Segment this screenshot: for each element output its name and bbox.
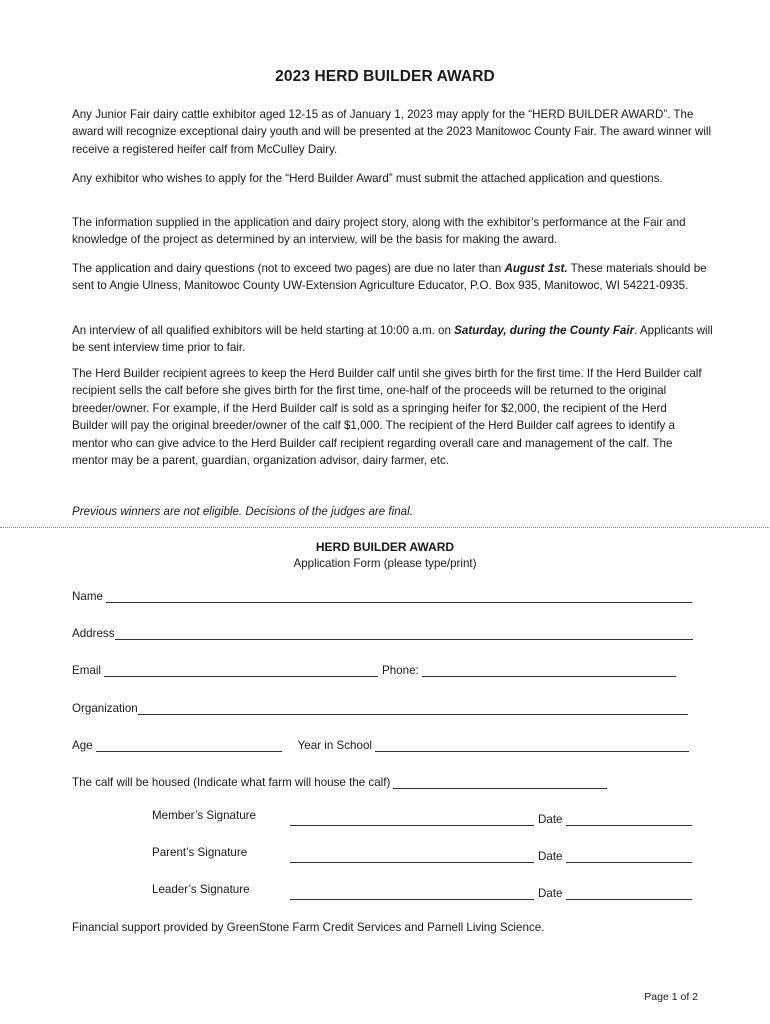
section-divider: [0, 527, 770, 528]
name-field[interactable]: [106, 589, 692, 603]
age-year-row: [72, 734, 689, 752]
organization-row: [72, 697, 688, 715]
leader-date-field[interactable]: [566, 886, 692, 900]
parent-date-field[interactable]: [566, 849, 692, 863]
parent-signature-field[interactable]: [290, 849, 534, 863]
age-label: Age: [72, 739, 93, 752]
email-field[interactable]: [104, 663, 378, 677]
name-label: Name: [72, 590, 103, 603]
interview-day: Saturday, during the County Fair: [454, 324, 635, 337]
recipient-terms-paragraph: The Herd Builder recipient agrees to keep the Herd Builder calf until she gives birth for the first time. If the Herd Builder calf recipient sells the calf before she gives birth for the first time, one-half of the proceeds will be returned to the original breeder/owner. For example, if the Herd Builder calf is sold as a springing heifer for $2,000, the recipient of the Herd Builder will pay the original breeder/owner of the calf $1,000. The recipient of the Herd Builder calf agrees to identify a mentor who can give advice to the Herd Builder calf recipient regarding overall care and management of the calf. The mentor may be a parent, guardian, organization advisor, dairy farmer, etc.: [72, 367, 702, 468]
organization-field[interactable]: [138, 701, 688, 715]
intro-paragraph: Any Junior Fair dairy cattle exhibitor aged 12-15 as of January 1, 2023 may apply for the “HERD BUILDER AWARD”. The award will recognize exceptional dairy youth and will be presented at the 2023 Manitowoc County Fair. The award winner will receive a registered heifer calf from McCulley Dairy.: [72, 108, 712, 156]
interview-text-after: . Applicants will be sent interview time prior to fair.: [72, 324, 713, 355]
submission-paragraph: Any exhibitor who wishes to apply for the “Herd Builder Award” must submit the attached application and questions.: [72, 172, 663, 185]
member-signature-label: Member’s Signature: [152, 809, 256, 822]
email-label: Email: [72, 664, 101, 677]
organization-label: Organization: [72, 702, 138, 715]
deadline-text-before: The application and dairy questions (not to exceed two pages) are due no later than: [72, 262, 505, 275]
deadline-text-after: These materials should be sent to Angie Ulness, Manitowoc County UW-Extension Agriculture Educator, P.O. Box 935, Manitowoc, WI 54221-0935.: [72, 262, 707, 293]
address-row: [72, 622, 693, 640]
document-title: 2023 HERD BUILDER AWARD: [275, 68, 495, 85]
year-in-school-label: Year in School: [297, 739, 372, 752]
parent-signature-line-group: [290, 845, 692, 863]
age-field[interactable]: [96, 738, 282, 752]
leader-signature-field[interactable]: [290, 886, 534, 900]
phone-label: Phone:: [382, 664, 419, 677]
deadline-paragraph: [72, 260, 720, 295]
interview-text-before: An interview of all qualified exhibitors will be held starting at 10:00 a.m. on: [72, 324, 455, 337]
phone-field[interactable]: [422, 663, 676, 677]
email-phone-row: [72, 659, 676, 677]
parent-date-label: Date: [538, 850, 563, 863]
form-title: HERD BUILDER AWARD: [315, 540, 455, 554]
housed-label: The calf will be housed (Indicate what farm will house the calf): [72, 776, 391, 789]
leader-signature-line-group: [290, 882, 692, 900]
form-subtitle: Application Form (please type/print): [293, 557, 477, 570]
information-paragraph: The information supplied in the application and dairy project story, along with the exhibitor’s performance at the Fair and knowledge of the project as determined by an interview, will be the basis for making the award.: [72, 216, 686, 247]
deadline-date: August 1st.: [504, 262, 568, 275]
member-signature-field[interactable]: [290, 812, 534, 826]
leader-date-label: Date: [538, 887, 563, 900]
address-field[interactable]: [115, 626, 693, 640]
housed-field[interactable]: [393, 775, 607, 789]
member-date-label: Date: [538, 813, 563, 826]
address-label: Address: [72, 627, 115, 640]
member-date-field[interactable]: [566, 812, 692, 826]
parent-signature-label: Parent’s Signature: [152, 846, 248, 859]
eligibility-note: Previous winners are not eligible. Decisions of the judges are final.: [72, 505, 413, 518]
housed-row: [72, 771, 607, 789]
interview-paragraph: [72, 322, 720, 357]
page-number: Page 1 of 2: [644, 991, 698, 1003]
member-signature-line-group: [290, 808, 692, 826]
name-row: [72, 585, 692, 603]
year-in-school-field[interactable]: [375, 738, 689, 752]
leader-signature-label: Leader’s Signature: [152, 883, 250, 896]
financial-support-note: Financial support provided by GreenStone Farm Credit Services and Parnell Living Science.: [72, 921, 545, 934]
